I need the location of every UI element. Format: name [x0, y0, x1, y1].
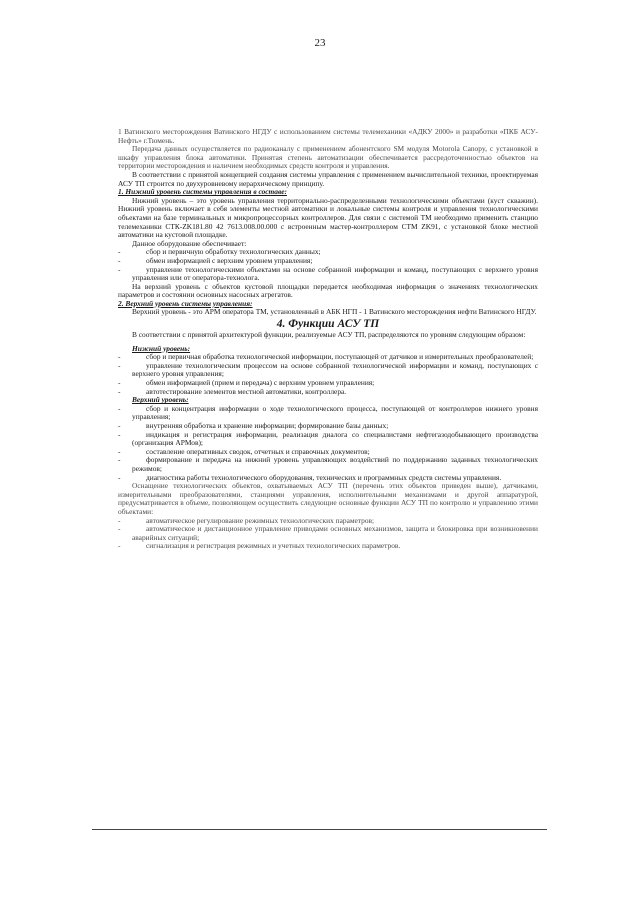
dash-marker: -: [118, 247, 121, 257]
list-item: [118, 542, 538, 551]
intro-paragraph: В соответствии с принятой концепцией создания системы управления с применением вычислительной техники, проектируемая АСУ ТП строится по двухуровневому иерархическому принципу.: [118, 169, 538, 188]
dash-marker: -: [118, 455, 121, 465]
list-item-text: составление оперативных сводок, отчетных и справочных документов;: [146, 446, 370, 456]
dash-marker: -: [118, 446, 121, 456]
list-item-text: сигнализация и регистрация режимных и учетных технологических параметров.: [146, 541, 401, 551]
dash-marker: -: [118, 360, 121, 370]
list-item-text: сбор и концентрация информации о ходе технологического процесса, поступающей от контроллеров нижнего уровня управления;: [132, 403, 538, 422]
dash-marker: -: [118, 264, 121, 274]
dash-marker: -: [118, 403, 121, 413]
list-item-text: сбор и первичную обработку технологических данных;: [146, 247, 321, 257]
list-item: [118, 525, 538, 542]
list-item-text: обмен информацией (прием и передача) с верхним уровнем управления;: [146, 378, 375, 388]
list-item-text: сбор и первичная обработка технологической информации, поступающей от датчиков и измерительных преобразователей;: [146, 352, 534, 362]
list-item-text: автотестирование элементов местной автоматики, контроллера.: [146, 386, 347, 396]
section-title: 4. Функции АСУ ТП: [276, 318, 380, 331]
intro-paragraph: 1 Ватинского месторождения Ватинского НГДУ с использованием системы телемеханики «АДКУ 2000» и разработки «ПКБ АСУ-Нефть» г.Тюмень.: [118, 127, 538, 145]
functions-lower-label: Нижний уровень:: [132, 343, 191, 353]
functions-upper-label: Верхний уровень:: [132, 395, 189, 405]
list-item: [118, 266, 538, 283]
list-item: [118, 456, 538, 473]
lower-level-paragraph: Данное оборудование обеспечивает:: [132, 238, 247, 248]
dash-marker: -: [118, 352, 121, 362]
list-item-text: обмен информацией с верхним уровнем управления;: [146, 255, 313, 265]
lower-level-heading: 1. Нижний уровень системы управления в составе:: [118, 187, 287, 197]
list-item: [118, 362, 538, 379]
list-item: [118, 431, 538, 448]
upper-level-paragraph: Верхний уровень - это АРМ оператора ТМ, установленный в АБК НГП - 1 Ватинского месторождения нефти Ватинского НГДУ.: [132, 307, 537, 317]
list-item-text: индикация и регистрация информации, реализация диалога со специалистами нефтегазодобывающего производства (организация АРМов);: [132, 429, 538, 448]
upper-level-heading: 2. Верхний уровень системы управления:: [118, 298, 253, 308]
dash-marker: -: [118, 421, 121, 430]
dash-marker: -: [118, 386, 121, 396]
list-item-text: автоматическое и дистанционное управление приводами основных механизмов, защита и блокировка при возникновении аварийных ситуаций;: [132, 524, 538, 542]
dash-marker: -: [118, 472, 121, 482]
lower-level-paragraph: Нижний уровень – это уровень управления территориально-распределенными технологическими объектами (куст скважин). Нижний уровень включает в себя элементы местной автоматики и локальные системы контроля и управления технологическими объектами на базе терминальных и микропроцессорных контроллеров. Для связи с системой ТМ необходимо применить станцию телемеханики СТК-ZK181.80 42 7613.008.00.000 с встроенным мастер-контроллером СТМ ZK91, с установкой блоке местной автоматики на кустовой площадке.: [118, 195, 538, 240]
dash-marker: -: [118, 515, 121, 525]
document-body: [118, 128, 538, 551]
dash-marker: -: [118, 541, 121, 551]
lower-level-summary: На верхний уровень с объектов кустовой площадки передается необходимая информация о значениях технологических параметров и состоянии основных насосных агрегатов.: [118, 281, 538, 300]
dash-marker: -: [118, 524, 121, 534]
intro-paragraph: Передача данных осуществляется по радиоканалу с применением абонентского SM модуля Motorola Canopy, с установкой в шкафу управления блока автоматики. Принятая степень автоматизации обеспечивается рассредоточенностью объектов на территории месторождения и наличием необходимых средств контроля и управления.: [118, 144, 538, 171]
list-item-text: формирование и передача на нижний уровень управляющих воздействий по поддержанию заданных технологических режимов;: [132, 455, 538, 473]
footer-divider: [92, 829, 547, 830]
list-item-text: внутренняя обработка и хранение информации; формирование базы данных;: [146, 421, 389, 430]
closing-paragraph: Оснащение технологических объектов, охватываемых АСУ ТП (перечень этих объектов приведен выше), датчиками, измерительными преобразователями, станциями управления, исполнительными механизмами и другой аппаратурой, предусматривается в объеме, позволяющем осуществить следующие основные функции АСУ ТП по контролю и управлению этими объектами:: [118, 481, 538, 516]
dash-marker: -: [118, 255, 121, 265]
list-item-text: управление технологическим процессом на основе собранной технологической информации и команд, поступающих с верхнего уровня управления;: [132, 360, 538, 379]
list-item-text: диагностика работы технологического оборудования, технических и программных средств системы управления.: [146, 472, 502, 482]
list-item-text: автоматическое регулирование режимных технологических параметров;: [146, 515, 375, 525]
dash-marker: -: [118, 429, 121, 439]
dash-marker: -: [118, 378, 121, 388]
list-item: [118, 405, 538, 422]
functions-intro: В соответствии с принятой архитектурой функции, реализуемые АСУ ТП, распределяются по уровням следующим образом:: [132, 330, 526, 340]
page-number: 23: [314, 37, 326, 49]
list-item-text: управление технологическими объектами на основе собранной информации и команд, поступающих с верхнего уровня управления или от оператора-технолога.: [132, 264, 538, 283]
